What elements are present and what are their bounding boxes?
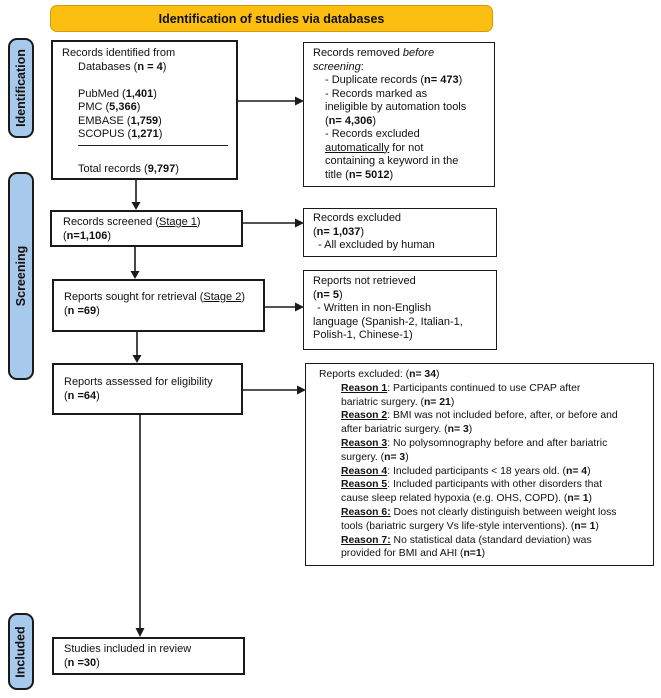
box-reports-assessed: Reports assessed for eligibility (n =64) <box>52 363 243 415</box>
box-reports-excluded-reasons: Reports excluded: (n= 34) Reason 1: Participants continued to use CPAP after bariatric surgery. (n= 21) Reason 2: BMI was not included before, after, or before and after bariatric surgery. (n= 3) Reason 3: No polysomnography before and after bariatric surgery. (n= 3) Reason 4: Included participants < 18 years old. (n= 4) Reason 5: Included participants with other disorders that cause sleep related hypoxia (e.g. OHS, COPD). (n= 1) Reason 6: Does not clearly distinguish between weight loss tools (bariatric surgery Vs life-style interventions). (n= 1) Reason 7: No statistical data (standard deviation) was provided for BMI and AHI (n=1) <box>305 363 654 566</box>
box-records-identified: Records identified from Databases (n = 4) PubMed (1,401) PMC (5,366) EMBASE (1,759) SCOPUS (1,271) Total records (9,797) <box>51 40 238 180</box>
box-records-screened: Records screened (Stage 1) (n=1,106) <box>50 210 243 247</box>
stage-label-screening-text: Screening <box>14 245 28 307</box>
box-records-excluded: Records excluded (n= 1,037) - All excluded by human <box>303 208 497 257</box>
stage-label-included-text: Included <box>14 625 28 678</box>
arrow-screened-to-sought <box>131 247 140 279</box>
arrow-sought-to-assessed <box>133 332 142 363</box>
banner-title: Identification of studies via databases <box>158 11 385 26</box>
stage-label-identification <box>8 38 34 138</box>
arrow-screened-to-excluded <box>243 219 304 228</box>
arrow-assessed-to-reasons <box>243 386 306 395</box>
box-studies-included: Studies included in review (n =30) <box>52 637 245 675</box>
stage-label-identification-text: Identification <box>14 49 28 127</box>
arrow-assessed-to-included <box>136 415 145 637</box>
stage-label-screening <box>8 172 34 380</box>
stage-label-included <box>8 613 34 690</box>
banner <box>50 5 493 32</box>
box-reports-sought: Reports sought for retrieval (Stage 2) (n =69) <box>52 279 265 332</box>
box-records-removed: Records removed before screening: - Duplicate records (n= 473) - Records marked as ineligible by automation tools (n= 4,306) - Records excluded automatically for not containing a keyword in the title (n= 5012) <box>303 42 495 187</box>
arrow-identified-to-screened <box>132 180 141 210</box>
box-reports-not-retrieved: Reports not retrieved (n= 5) - Written in non-English language (Spanish-2, Italian-1, Polish-1, Chinese-1) <box>303 270 497 350</box>
arrow-identified-to-removed <box>238 97 304 106</box>
arrow-sought-to-not-retrieved <box>265 303 304 312</box>
